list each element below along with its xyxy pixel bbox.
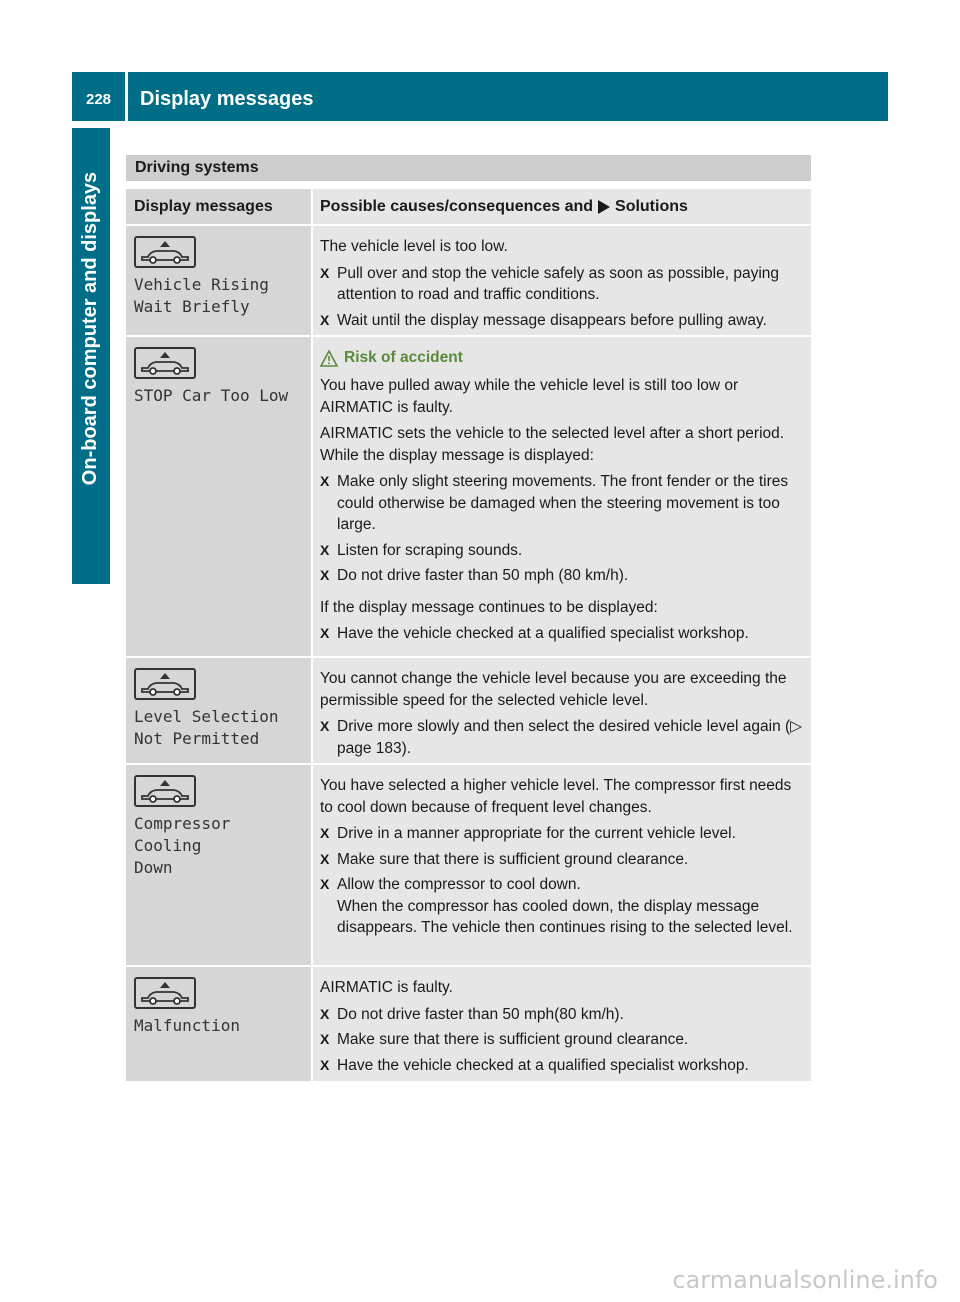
x-bullet-icon: X [320,850,330,867]
list-item: X Listen for scraping sounds. [320,540,805,562]
list-item: X Make sure that there is sufficient ground clearance. [320,849,805,871]
vehicle-level-icon [134,236,196,268]
x-bullet-icon: X [320,1056,330,1073]
table-header-row [126,189,811,226]
section-title: Driving systems [126,155,811,181]
table-row: Vehicle Rising Wait Briefly The vehicle level is too low. X Pull over and stop the vehicle safely as soon as possible, paying attention to road and traffic conditions. X Wait until the display message disappears before pulling away. [126,226,811,337]
warning-triangle-icon [320,350,338,367]
warning-heading: Risk of accident [320,349,805,367]
x-bullet-icon: X [320,1031,330,1047]
table-row: Malfunction AIRMATIC is faulty. X Do not drive faster than 50 mph(80 km/h). X Make sure that there is sufficient ground clearance. X Have the vehicle checked at a qualified specialist workshop. [126,967,811,1083]
x-bullet-icon: X [320,876,330,892]
table-row: Compressor Cooling Down You have selected a higher vehicle level. The compressor first needs to cool down because of frequent level changes. X Drive in a manner appropriate for the current vehicle level. X Make sure that there is sufficient ground clearance. X Allow the compressor to cool down. When the compressor has cooled down, the display message disappears. The vehicle then continues rising to the selected level. [126,765,811,967]
x-bullet-icon: X [320,718,330,734]
list-item: X Make only slight steering movements. The front fender or the tires could otherwise be damaged when the steering movement is too large. [320,471,805,536]
column-header-messages: Display messages [126,189,313,224]
list-item: X Have the vehicle checked at a qualified specialist workshop. [320,623,805,645]
x-bullet-icon: X [320,1005,330,1022]
x-bullet-icon: X [320,473,330,489]
arrow-right-icon [598,200,610,214]
table-row: STOP Car Too Low Risk of accident You have pulled away while the vehicle level is still too low or AIRMATIC is faulty. AIRMATIC sets the vehicle to the selected level after a short period. While the display message is displayed: X Make only slight steering movements. The front fender or the tires could otherwise be damaged when the steering movement is too large. X Listen for scraping sounds. X Do not drive faster than 50 mph (80 km/h). If the display message continues to be displayed: X Have the vehicle checked at a qualified specialist workshop. [126,337,811,658]
list-item: X Do not drive faster than 50 mph (80 km/h). [320,565,805,587]
column-header-solutions: Possible causes/consequences and Solutions [313,189,811,224]
display-message-text: STOP Car Too Low [134,386,289,405]
vehicle-level-icon [134,668,196,700]
list-item: X Allow the compressor to cool down. When the compressor has cooled down, the display message disappears. The vehicle then continues rising to the selected level. [320,874,805,939]
side-tab [72,128,110,584]
x-bullet-icon: X [320,567,330,583]
vehicle-level-icon [134,775,196,807]
page-number: 228 [72,72,125,121]
list-item: X Pull over and stop the vehicle safely as soon as possible, paying attention to road and traffic conditions. [320,263,805,306]
x-bullet-icon: X [320,264,330,281]
display-message-text: Level Selection Not Permitted [134,707,279,748]
x-bullet-icon: X [320,541,330,558]
chapter-title: Display messages [128,72,888,121]
vehicle-level-icon [134,977,196,1009]
list-item: X Drive more slowly and then select the desired vehicle level again (▷ page 183). [320,716,805,759]
display-message-text: Vehicle Rising Wait Briefly [134,275,269,316]
table-row: Level Selection Not Permitted You cannot change the vehicle level because you are exceeding the permissible speed for the selected vehicle level. X Drive more slowly and then select the desired vehicle level again (▷ page 183). [126,658,811,765]
list-item: X Make sure that there is sufficient ground clearance. [320,1029,805,1051]
x-bullet-icon: X [320,825,330,841]
watermark: carmanualsonline.info [672,1266,938,1294]
vehicle-level-icon [134,347,196,379]
display-message-text: Malfunction [134,1016,240,1035]
display-messages-table [126,189,811,1083]
x-bullet-icon: X [320,311,330,328]
list-item: X Drive in a manner appropriate for the current vehicle level. [320,823,805,845]
list-item: X Do not drive faster than 50 mph(80 km/h). [320,1004,805,1026]
x-bullet-icon: X [320,625,330,641]
page-header [72,72,888,121]
list-item: X Have the vehicle checked at a qualified specialist workshop. [320,1055,805,1077]
display-message-text: Compressor Cooling Down [134,814,231,877]
side-tab-label: On-board computer and displays [79,171,102,485]
list-item: X Wait until the display message disappears before pulling away. [320,310,805,332]
